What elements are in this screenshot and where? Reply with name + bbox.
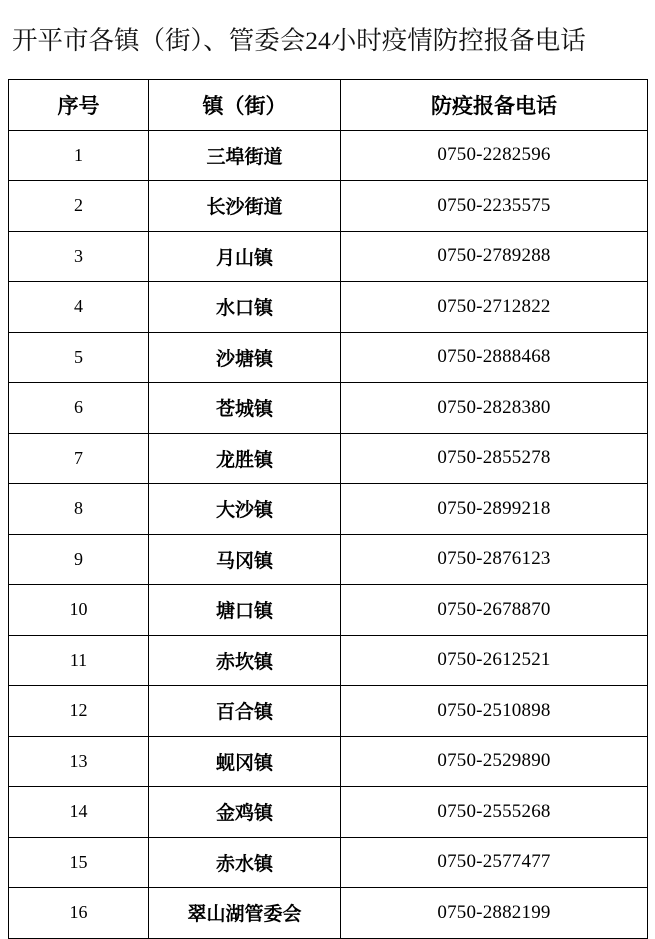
table-row xyxy=(9,736,648,787)
cell-town: 月山镇 xyxy=(149,231,341,282)
table-row xyxy=(9,787,648,838)
cell-phone: 0750-2899218 xyxy=(341,484,648,535)
table-header-row xyxy=(9,79,648,130)
cell-town: 龙胜镇 xyxy=(149,433,341,484)
page-title: 开平市各镇（街）、管委会24小时疫情防控报备电话 xyxy=(12,26,586,55)
cell-seq: 11 xyxy=(9,635,149,686)
table-row xyxy=(9,282,648,333)
cell-seq: 13 xyxy=(9,736,149,787)
table-body xyxy=(9,130,648,938)
cell-seq: 8 xyxy=(9,484,149,535)
column-header-phone: 防疫报备电话 xyxy=(341,79,648,130)
cell-seq: 10 xyxy=(9,585,149,636)
table-row xyxy=(9,433,648,484)
cell-town: 沙塘镇 xyxy=(149,332,341,383)
cell-seq: 12 xyxy=(9,686,149,737)
cell-phone: 0750-2855278 xyxy=(341,433,648,484)
cell-seq: 6 xyxy=(9,383,149,434)
cell-seq: 14 xyxy=(9,787,149,838)
cell-phone: 0750-2529890 xyxy=(341,736,648,787)
table-row xyxy=(9,231,648,282)
table-row xyxy=(9,181,648,232)
cell-town: 大沙镇 xyxy=(149,484,341,535)
cell-seq: 5 xyxy=(9,332,149,383)
cell-town: 苍城镇 xyxy=(149,383,341,434)
cell-town: 蚬冈镇 xyxy=(149,736,341,787)
cell-phone: 0750-2712822 xyxy=(341,282,648,333)
cell-phone: 0750-2876123 xyxy=(341,534,648,585)
cell-town: 三埠街道 xyxy=(149,130,341,181)
cell-town: 水口镇 xyxy=(149,282,341,333)
cell-phone: 0750-2828380 xyxy=(341,383,648,434)
cell-seq: 3 xyxy=(9,231,149,282)
cell-town: 百合镇 xyxy=(149,686,341,737)
cell-town: 马冈镇 xyxy=(149,534,341,585)
table-row xyxy=(9,383,648,434)
cell-seq: 15 xyxy=(9,837,149,888)
table-row xyxy=(9,837,648,888)
cell-phone: 0750-2555268 xyxy=(341,787,648,838)
cell-town: 长沙街道 xyxy=(149,181,341,232)
cell-seq: 7 xyxy=(9,433,149,484)
table-header xyxy=(9,79,648,130)
cell-phone: 0750-2612521 xyxy=(341,635,648,686)
cell-phone: 0750-2678870 xyxy=(341,585,648,636)
cell-seq: 4 xyxy=(9,282,149,333)
cell-phone: 0750-2789288 xyxy=(341,231,648,282)
cell-seq: 1 xyxy=(9,130,149,181)
table-row xyxy=(9,635,648,686)
covid-report-phone-table xyxy=(8,79,648,939)
cell-town: 赤水镇 xyxy=(149,837,341,888)
table-row xyxy=(9,332,648,383)
table-row xyxy=(9,484,648,535)
cell-phone: 0750-2282596 xyxy=(341,130,648,181)
cell-seq: 2 xyxy=(9,181,149,232)
table-row xyxy=(9,585,648,636)
cell-town: 塘口镇 xyxy=(149,585,341,636)
cell-town: 赤坎镇 xyxy=(149,635,341,686)
cell-phone: 0750-2235575 xyxy=(341,181,648,232)
cell-seq: 16 xyxy=(9,888,149,939)
table-row xyxy=(9,534,648,585)
cell-town: 金鸡镇 xyxy=(149,787,341,838)
cell-town: 翠山湖管委会 xyxy=(149,888,341,939)
column-header-town: 镇（街） xyxy=(149,79,341,130)
column-header-seq: 序号 xyxy=(9,79,149,130)
cell-phone: 0750-2888468 xyxy=(341,332,648,383)
cell-phone: 0750-2577477 xyxy=(341,837,648,888)
table-row xyxy=(9,686,648,737)
table-row xyxy=(9,130,648,181)
cell-phone: 0750-2882199 xyxy=(341,888,648,939)
cell-seq: 9 xyxy=(9,534,149,585)
cell-phone: 0750-2510898 xyxy=(341,686,648,737)
